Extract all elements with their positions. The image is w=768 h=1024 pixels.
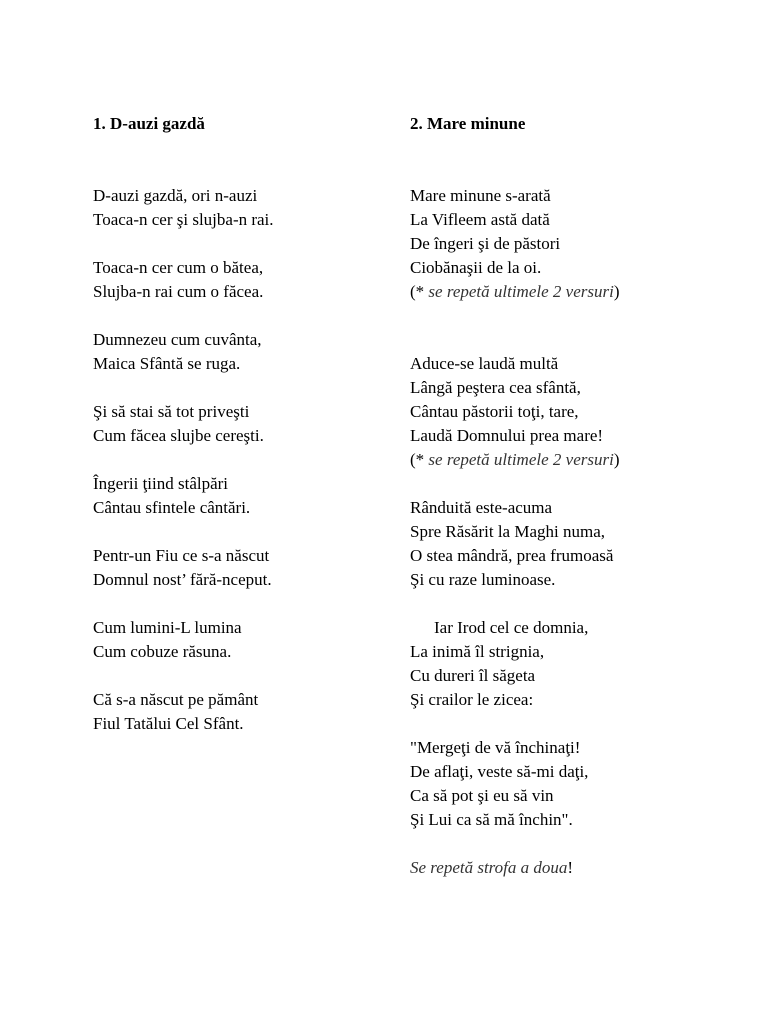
song-2-final-note [410, 856, 750, 880]
song-1-stanza-3 [93, 328, 393, 376]
repeat-note [410, 448, 750, 472]
verse-line: Ciobănaşii de la oi. [410, 258, 542, 277]
repeat-note [410, 280, 750, 304]
verse-line: La Vifleem astă dată [410, 210, 550, 229]
verse-line: Cum lumini-L lumina [93, 618, 242, 637]
verse-line: Iar Irod cel ce domnia, [434, 618, 589, 637]
verse-line: Îngerii ţiind stâlpări [93, 474, 229, 493]
repeat-note-text: se repetă ultimele 2 versuri [428, 282, 614, 301]
verse-line: Toaca-n cer cum o bătea, [93, 258, 264, 277]
song-1-stanza-4 [93, 400, 393, 448]
song-2-column [410, 112, 750, 904]
verse-line: Fiul Tatălui Cel Sfânt. [93, 714, 244, 733]
verse-line: Slujba-n rai cum o făcea. [93, 282, 264, 301]
verse-line: Aduce-se laudă multă [410, 354, 559, 373]
repeat-note-close: ) [613, 450, 620, 469]
song-1-stanza-8 [93, 688, 393, 736]
verse-line: Ca să pot şi eu să vin [410, 786, 554, 805]
verse-line: Cum făcea slujbe cereşti. [93, 426, 264, 445]
verse-line: Şi Lui ca să mă închin". [410, 810, 573, 829]
verse-line: Cum cobuze răsuna. [93, 642, 232, 661]
final-note-end: ! [567, 858, 574, 877]
verse-line: De îngeri şi de păstori [410, 234, 561, 253]
verse-line: Spre Răsărit la Maghi numa, [410, 522, 605, 541]
song-1-stanza-2 [93, 256, 393, 304]
final-note-line [410, 856, 750, 880]
verse-line: "Mergeţi de vă închinaţi! [410, 738, 581, 757]
verse-line: Cântau sfintele cântări. [93, 498, 251, 517]
verse-line: Că s-a născut pe pământ [93, 690, 259, 709]
verse-line: Rânduită este-acuma [410, 498, 553, 517]
verse-line: Mare minune s-arată [410, 186, 551, 205]
final-note-text: Se repetă strofa a doua [410, 858, 568, 877]
song-2-stanza-4 [410, 616, 750, 712]
verse-line: O stea mândră, prea frumoasă [410, 546, 614, 565]
verse-line: D-auzi gazdă, ori n-auzi [93, 186, 258, 205]
verse-line: Şi să stai să tot priveşti [93, 402, 250, 421]
verse-line: Şi cu raze luminoase. [410, 570, 556, 589]
song-2-stanza-3 [410, 496, 750, 592]
verse-line: Cântau păstorii toţi, tare, [410, 402, 579, 421]
song-1-stanza-1 [93, 184, 393, 232]
repeat-note-open: (* [410, 450, 425, 469]
song-1-stanza-6 [93, 544, 393, 592]
repeat-note-text: se repetă ultimele 2 versuri [428, 450, 614, 469]
song-2-stanza-1 [410, 184, 750, 304]
song-1-stanza-7 [93, 616, 393, 664]
verse-line: Lângă peştera cea sfântă, [410, 378, 581, 397]
verse-line: Laudă Domnului prea mare! [410, 426, 604, 445]
verse-line: De aflaţi, veste să-mi daţi, [410, 762, 589, 781]
song-2-stanza-5 [410, 736, 750, 832]
verse-line: La inimă îl strignia, [410, 642, 545, 661]
song-1-stanza-5 [93, 472, 393, 520]
verse-line: Domnul nost’ fără-nceput. [93, 570, 272, 589]
verse-line: Şi crailor le zicea: [410, 690, 534, 709]
song-2-stanza-2 [410, 352, 750, 472]
verse-line: Pentr-un Fiu ce s-a născut [93, 546, 270, 565]
repeat-note-open: (* [410, 282, 425, 301]
song-1-title: 1. D-auzi gazdă [93, 114, 205, 133]
verse-line: Dumnezeu cum cuvânta, [93, 330, 262, 349]
repeat-note-close: ) [613, 282, 620, 301]
verse-line: Cu dureri îl săgeta [410, 666, 536, 685]
verse-line: Maica Sfântă se ruga. [93, 354, 241, 373]
song-1-column [93, 112, 393, 760]
verse-line: Toaca-n cer şi slujba-n rai. [93, 210, 274, 229]
song-2-title: 2. Mare minune [410, 114, 526, 133]
